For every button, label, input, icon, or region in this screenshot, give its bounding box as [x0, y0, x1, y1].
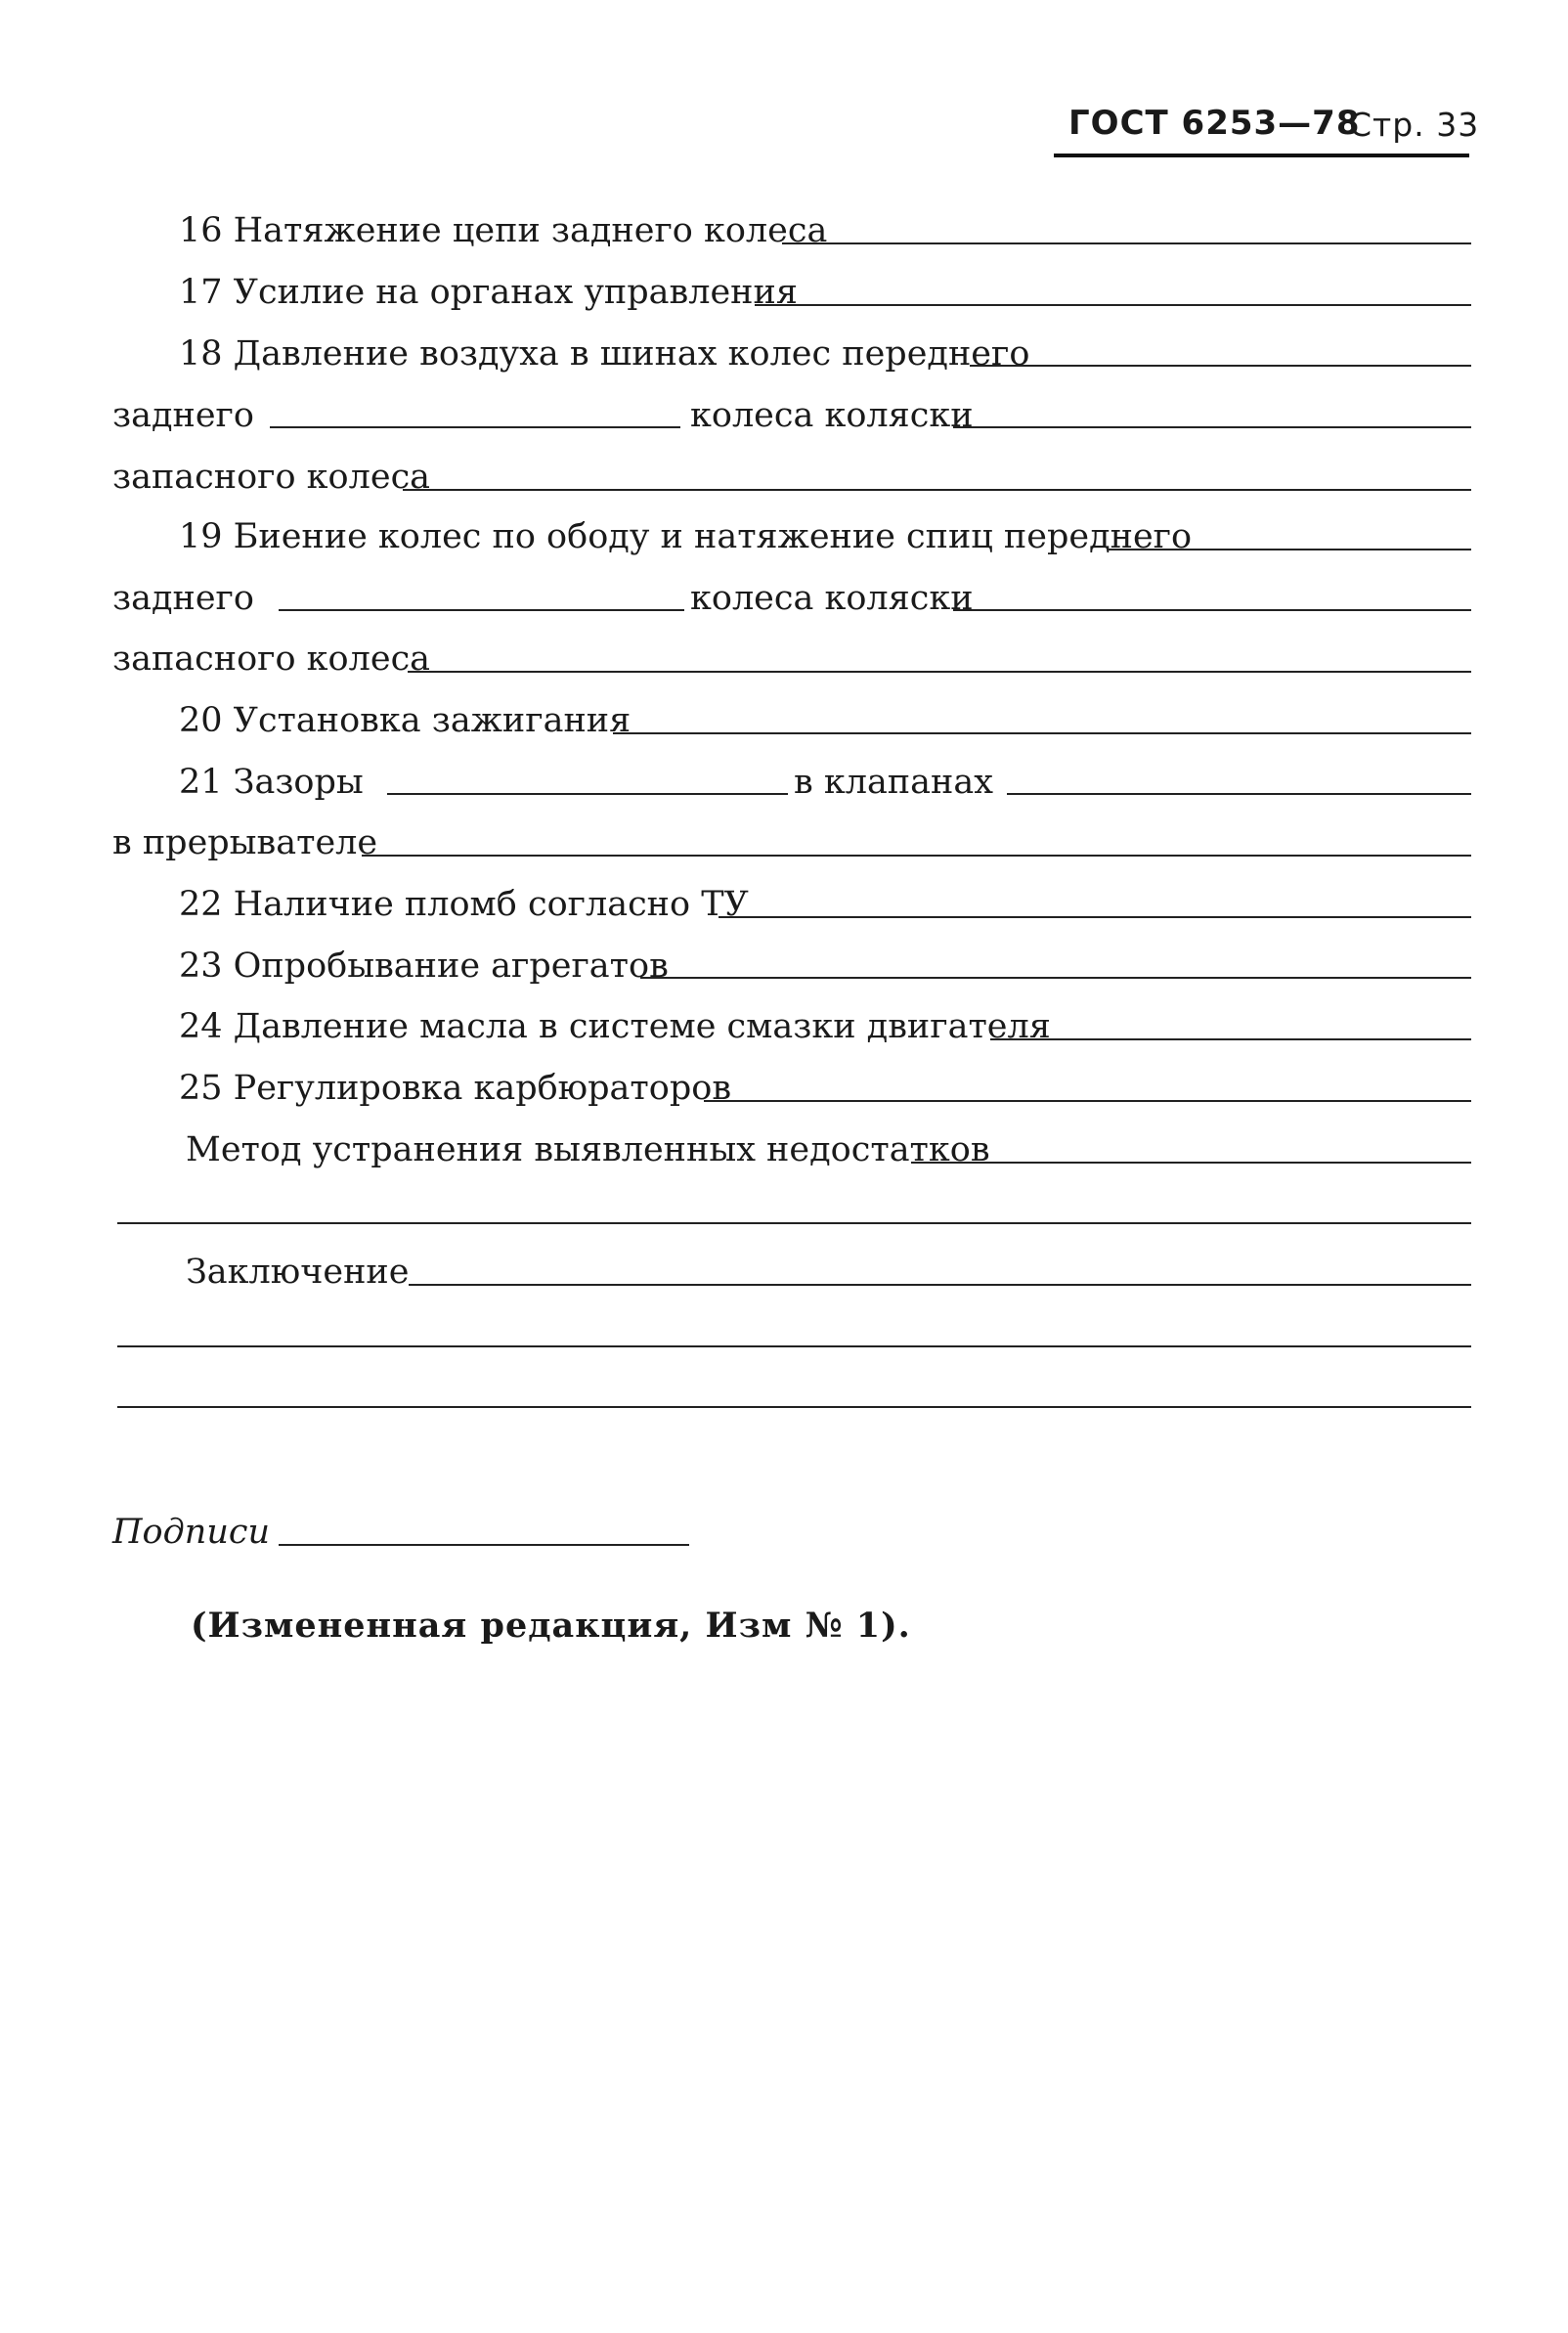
item-22-blank[interactable] [719, 916, 1471, 918]
item-21-gaps-blank[interactable] [387, 793, 788, 795]
item-19-front-blank[interactable] [1107, 549, 1471, 550]
item-25-label: 25 Регулировка карбюраторов [179, 1069, 732, 1108]
item-24-label: 24 Давление масла в системе смазки двигателя [179, 1007, 1051, 1046]
signatures-blank[interactable] [279, 1544, 689, 1546]
item-19-spare-blank[interactable] [408, 671, 1471, 673]
standard-number: ГОСТ 6253—78 [1068, 104, 1361, 143]
item-19-rear-label: заднего [112, 579, 254, 618]
method-blank-line-2[interactable] [117, 1222, 1471, 1224]
item-19-rear-blank[interactable] [279, 609, 684, 611]
item-19-sidecar-blank[interactable] [953, 609, 1471, 611]
item-18-label: 18 Давление воздуха в шинах колес переднего [179, 334, 1030, 374]
item-17-label: 17 Усилие на органах управления [179, 273, 798, 312]
item-16-label: 16 Натяжение цепи заднего колеса [179, 211, 828, 250]
method-blank[interactable] [911, 1162, 1471, 1164]
conclusion-label: Заключение [186, 1253, 410, 1292]
item-19-sidecar-label: колеса коляски [690, 579, 974, 618]
item-21-breaker-blank[interactable] [362, 855, 1471, 857]
page-number: Стр. 33 [1349, 106, 1480, 144]
method-label: Метод устранения выявленных недостатков [186, 1130, 990, 1169]
item-21-valves-blank[interactable] [1007, 793, 1471, 795]
item-16-blank[interactable] [782, 242, 1471, 244]
conclusion-blank[interactable] [409, 1284, 1471, 1286]
item-21-breaker-label: в прерывателе [112, 823, 378, 862]
item-18-front-blank[interactable] [970, 365, 1471, 367]
conclusion-blank-line-3[interactable] [117, 1406, 1471, 1408]
item-19-label: 19 Биение колес по ободу и натяжение спиц переднего [179, 517, 1193, 556]
item-23-label: 23 Опробывание агрегатов [179, 946, 669, 986]
item-20-label: 20 Установка зажигания [179, 701, 632, 740]
item-22-label: 22 Наличие пломб согласно ТУ [179, 885, 749, 924]
item-19-spare-label: запасного колеса [112, 639, 431, 679]
item-20-blank[interactable] [613, 732, 1471, 734]
item-23-blank[interactable] [640, 977, 1471, 979]
revision-note: (Измененная редакция, Изм № 1). [191, 1606, 911, 1646]
conclusion-blank-line-2[interactable] [117, 1345, 1471, 1347]
item-17-blank[interactable] [755, 304, 1471, 306]
item-18-sidecar-blank[interactable] [953, 426, 1471, 428]
item-21-valves-label: в клапанах [794, 763, 993, 802]
item-25-blank[interactable] [704, 1100, 1471, 1102]
signatures-label: Подписи [112, 1513, 271, 1552]
item-24-blank[interactable] [990, 1038, 1471, 1040]
header-rule [1054, 154, 1469, 157]
item-18-rear-blank[interactable] [270, 426, 680, 428]
item-18-spare-blank[interactable] [403, 489, 1471, 491]
item-18-sidecar-label: колеса коляски [690, 396, 974, 435]
item-18-spare-label: запасного колеса [112, 458, 431, 497]
item-18-rear-label: заднего [112, 396, 254, 435]
item-21-label: 21 Зазоры [179, 763, 364, 802]
